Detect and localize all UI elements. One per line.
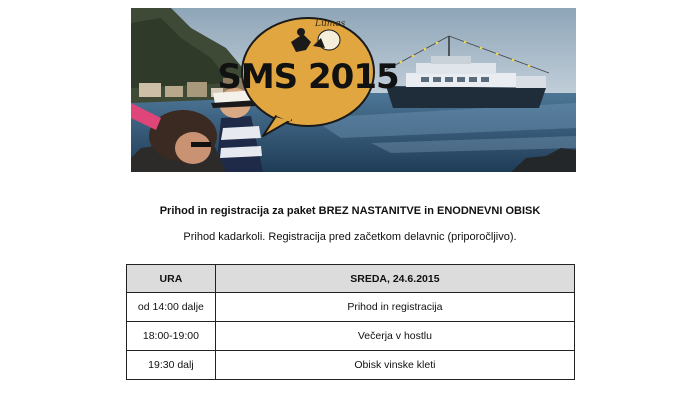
table-row	[127, 351, 575, 380]
logo-script-text: Lumes	[315, 19, 346, 29]
intro-title: Prihod in registracija za paket BREZ NASTANITVE in ENODNEVNI OBISK	[159, 205, 541, 217]
row-event: Večerja v hostlu	[215, 322, 574, 351]
row-event: Obisk vinske kleti	[215, 351, 574, 380]
header-day: SREDA, 24.6.2015	[215, 265, 574, 293]
row-time: 18:00-19:00	[127, 322, 216, 351]
table-row	[127, 293, 575, 322]
table-row	[127, 322, 575, 351]
badge-title: SMS 2015	[217, 57, 399, 97]
header-time: URA	[127, 265, 216, 293]
schedule-header-row	[127, 265, 575, 293]
row-time: od 14:00 dalje	[127, 293, 216, 322]
banner-photo	[131, 8, 576, 172]
row-event: Prihod in registracija	[215, 293, 574, 322]
banner-image	[131, 8, 576, 172]
intro-subtitle: Prihod kadarkoli. Registracija pred začetkom delavnic (priporočljivo).	[183, 231, 517, 243]
schedule-table	[126, 264, 575, 380]
row-time: 19:30 dalj	[127, 351, 216, 380]
